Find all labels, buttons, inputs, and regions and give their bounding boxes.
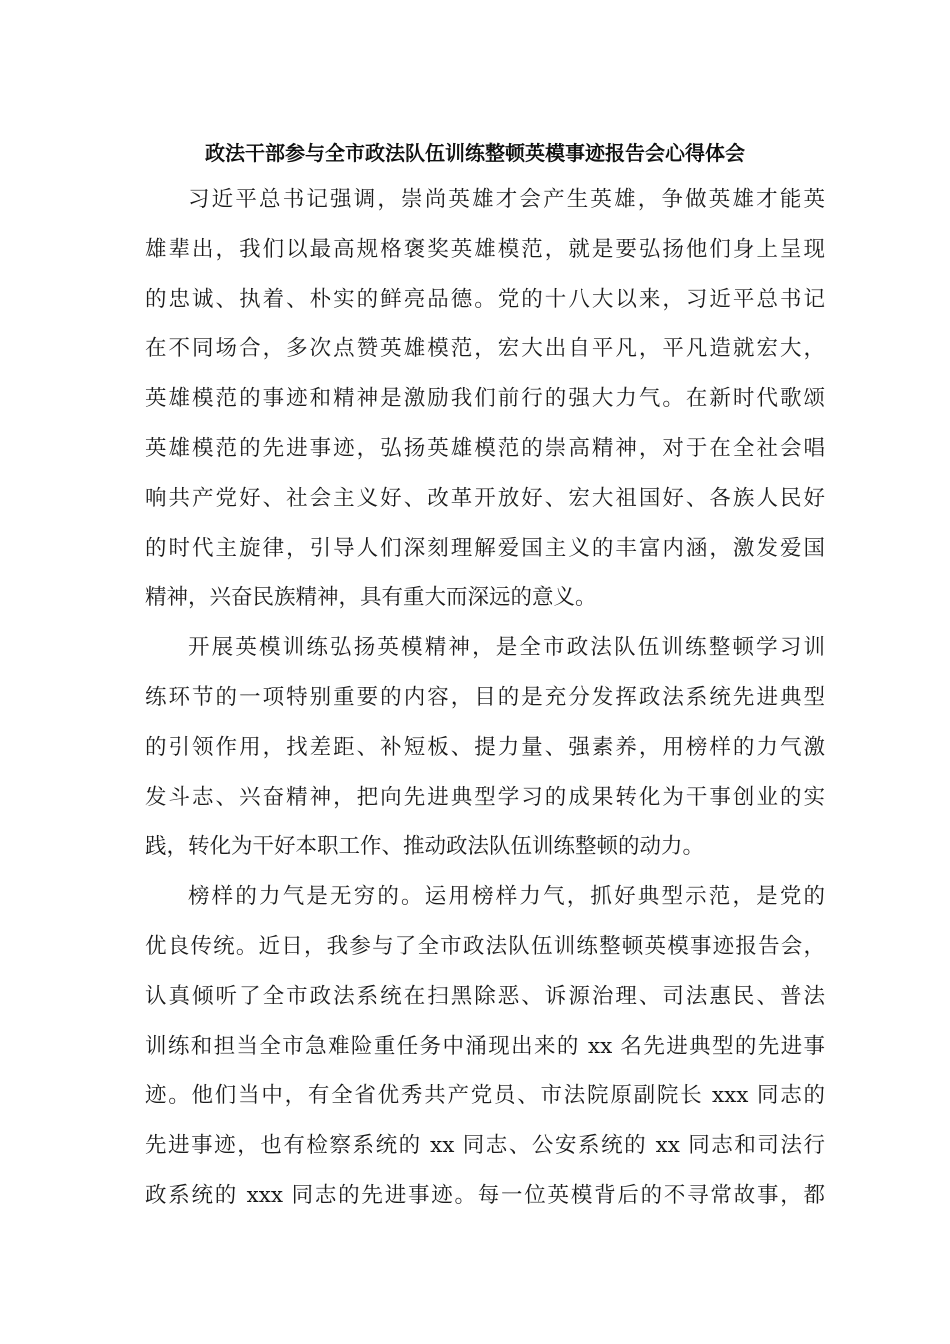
paragraph-1-line-1: 习近平总书记强调，崇尚英雄才会产生英雄，争做英雄才能英 xyxy=(188,187,825,212)
paragraph-2-line-5: 践，转化为干好本职工作、推动政法队伍训练整顿的动力。 xyxy=(145,834,705,860)
paragraph-1-line-6: 英雄模范的先进事迹，弘扬英雄模范的崇高精神，对于在全社会唱 xyxy=(145,435,825,461)
paragraph-1-line-8: 的时代主旋律，引导人们深刻理解爱国主义的丰富内涵，激发爱国 xyxy=(145,535,825,561)
paragraph-2-line-2: 练环节的一项特别重要的内容，目的是充分发挥政法系统先进典型 xyxy=(145,684,825,710)
paragraph-3-line-6: 先进事迹，也有检察系统的 xx 同志、公安系统的 xx 同志和司法行 xyxy=(145,1133,825,1159)
paragraph-2-line-4: 发斗志、兴奋精神，把向先进典型学习的成果转化为干事创业的实 xyxy=(145,784,825,810)
paragraph-1-line-3: 的忠诚、执着、朴实的鲜亮品德。党的十八大以来，习近平总书记 xyxy=(145,286,825,312)
paragraph-1-line-2: 雄辈出，我们以最高规格褒奖英雄模范，就是要弘扬他们身上呈现 xyxy=(145,236,825,262)
document-body xyxy=(145,183,825,1229)
paragraph-1-line-4: 在不同场合，多次点赞英雄模范，宏大出自平凡，平凡造就宏大， xyxy=(145,336,825,362)
paragraph-2-line-3: 的引领作用，找差距、补短板、提力量、强素养，用榜样的力气激 xyxy=(145,734,825,760)
paragraph-3-line-5: 迹。他们当中，有全省优秀共产党员、市法院原副院长 xxx 同志的 xyxy=(145,1083,825,1109)
paragraph-3-line-4: 训练和担当全市急难险重任务中涌现出来的 xx 名先进典型的先进事 xyxy=(145,1033,825,1059)
document-title: 政法干部参与全市政法队伍训练整顿英模事迹报告会心得体会 xyxy=(205,141,745,165)
paragraph-1-line-5: 英雄模范的事迹和精神是激励我们前行的强大力气。在新时代歌颂 xyxy=(145,386,825,412)
paragraph-3-line-2: 优良传统。近日，我参与了全市政法队伍训练整顿英模事迹报告会， xyxy=(145,933,825,959)
paragraph-2-line-1: 开展英模训练弘扬英模精神，是全市政法队伍训练整顿学习训 xyxy=(188,635,825,661)
paragraph-1-line-7: 响共产党好、社会主义好、改革开放好、宏大祖国好、各族人民好 xyxy=(145,485,825,511)
paragraph-3-line-3: 认真倾听了全市政法系统在扫黑除恶、诉源治理、司法惠民、普法 xyxy=(145,983,825,1009)
paragraph-3-line-1: 榜样的力气是无穷的。运用榜样力气，抓好典型示范，是党的 xyxy=(188,884,825,910)
paragraph-1-line-9: 精神，兴奋民族精神，具有重大而深远的意义。 xyxy=(145,585,597,611)
paragraph-3-line-7: 政系统的 xxx 同志的先进事迹。每一位英模背后的不寻常故事，都 xyxy=(145,1182,825,1208)
